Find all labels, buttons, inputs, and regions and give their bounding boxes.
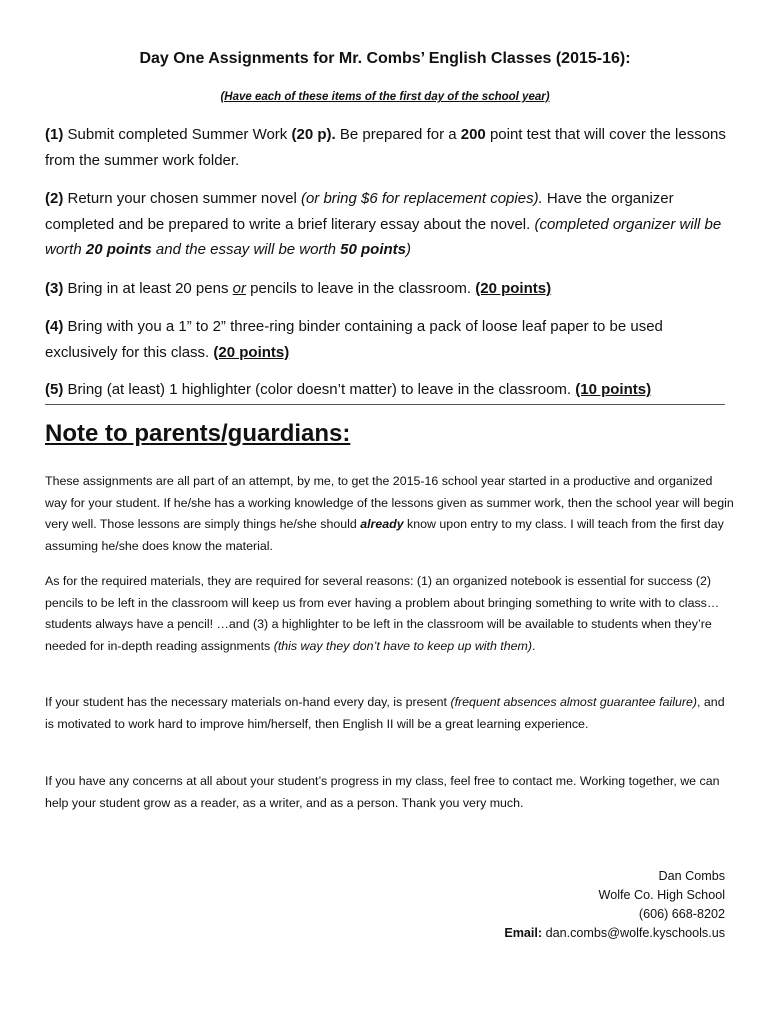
assignment-1-text-c: point test that will cover the lessons from the summer work folder. <box>45 126 726 169</box>
assignment-2 <box>45 186 735 263</box>
signature-phone: (606) 668-8202 <box>638 907 725 921</box>
note-paragraph-4: If you have any concerns at all about your student’s progress in my class, feel free to contact me. Working together, we can help your student grow as a reader, as a writer, and as a person. Thank you very much. <box>45 774 720 810</box>
assignment-4-number: (4) <box>45 318 64 335</box>
email-link[interactable]: dan.combs@wolfe.kyschools.us <box>542 926 725 940</box>
assignment-1-text-b: Be prepared for a <box>335 126 461 143</box>
note-paragraph-3-a: If your student has the necessary materials on-hand every day, is present <box>45 695 451 709</box>
note-already <box>360 517 403 531</box>
note-paragraph-2-italic: (this way they don’t have to keep up with them) <box>273 638 532 653</box>
assignment-2-replacement-note: (or bring $6 for replacement copies). <box>300 190 543 207</box>
assignment-4-points <box>213 344 289 361</box>
assignment-3 <box>45 276 735 302</box>
assignment-1 <box>45 122 735 173</box>
assignment-3-text-a: Bring in at least 20 pens <box>63 280 233 297</box>
assignment-4-points-text: (20 points) <box>213 343 290 361</box>
assignment-3-points <box>475 280 551 297</box>
note-paragraph-3-italic: (frequent absences almost guarantee failure) <box>450 695 698 709</box>
note-heading: Note to parents/guardians: <box>45 420 351 447</box>
assignment-5-points <box>575 381 651 398</box>
assignment-2-text-b: Have the organizer completed and be prepared to write a brief literary essay about the novel. <box>45 190 674 233</box>
note-paragraph-1-b: know upon entry to my class. I will teach from the first day assuming he/she does know the material. <box>45 517 724 553</box>
signature-email-line <box>504 924 725 944</box>
note-paragraph-2-a: As for the required materials, they are required for several reasons: (1) an organized notebook is essential for success (2) pencils to be left in the classroom will keep us from ever having a problem about bringing something to write with to class…students always have a pencil! …and (3) a highlighter to be left in the classroom will be available to students when they’re needed for in-depth reading assignments <box>45 574 720 653</box>
signature-school: Wolfe Co. High School <box>598 888 725 902</box>
assignment-2-essay-points: 50 points <box>340 241 407 258</box>
note-paragraph-2 <box>45 571 735 657</box>
note-paragraph-1-a: These assignments are all part of an attempt, by me, to get the 2015-16 school year started in a productive and organized way for your student. If he/she has a working knowledge of the lessons given as summer work, then the school year will begin very well. Those lessons are simply things he/she should <box>45 474 734 532</box>
assignment-3-number: (3) <box>45 280 64 297</box>
assignment-5 <box>45 377 735 403</box>
assignment-2-worth-c: ) <box>406 241 412 258</box>
assignment-5-number: (5) <box>45 381 64 398</box>
assignment-1-number: (1) <box>45 126 64 143</box>
note-paragraph-3 <box>45 692 735 735</box>
assignment-4 <box>45 314 735 365</box>
page-subtitle: (Have each of these items of the first day of the school year) <box>220 91 550 103</box>
assignment-3-or <box>233 280 246 297</box>
signature-name: Dan Combs <box>658 869 725 883</box>
assignment-1-bold-200: 200 <box>460 126 486 143</box>
assignment-3-or-text: or <box>232 280 246 297</box>
email-label: Email: <box>504 926 543 940</box>
section-divider <box>45 404 725 405</box>
note-paragraph-2-b: . <box>531 638 536 653</box>
page-title: Day One Assignments for Mr. Combs’ English Classes (2015-16): <box>139 50 631 67</box>
note-paragraph-3-b: , and is motivated to work hard to improve him/herself, then English II will be a great learning experience. <box>45 695 725 731</box>
assignment-3-points-text: (20 points) <box>475 280 552 297</box>
assignment-2-organizer-points: 20 points <box>85 241 152 258</box>
assignment-2-worth-a: (completed organizer will be worth <box>45 215 722 258</box>
assignment-4-text: Bring with you a 1” to 2” three-ring binder containing a pack of loose leaf paper to be used exclusively for this class. <box>45 318 663 361</box>
assignment-5-points-text: (10 points) <box>575 381 652 398</box>
assignment-1-points: (20 p). <box>291 126 336 143</box>
assignment-3-text-b: pencils to leave in the classroom. <box>245 280 476 297</box>
note-already-text: already <box>360 517 404 532</box>
assignment-1-text-a: Submit completed Summer Work <box>63 126 292 143</box>
note-paragraph-1 <box>45 471 735 557</box>
assignment-2-number: (2) <box>45 190 64 207</box>
assignment-5-text: Bring (at least) 1 highlighter (color doesn’t matter) to leave in the classroom. <box>63 381 576 398</box>
assignment-2-worth-b: and the essay will be worth <box>151 241 341 258</box>
assignment-2-text-a: Return your chosen summer novel <box>63 190 301 207</box>
